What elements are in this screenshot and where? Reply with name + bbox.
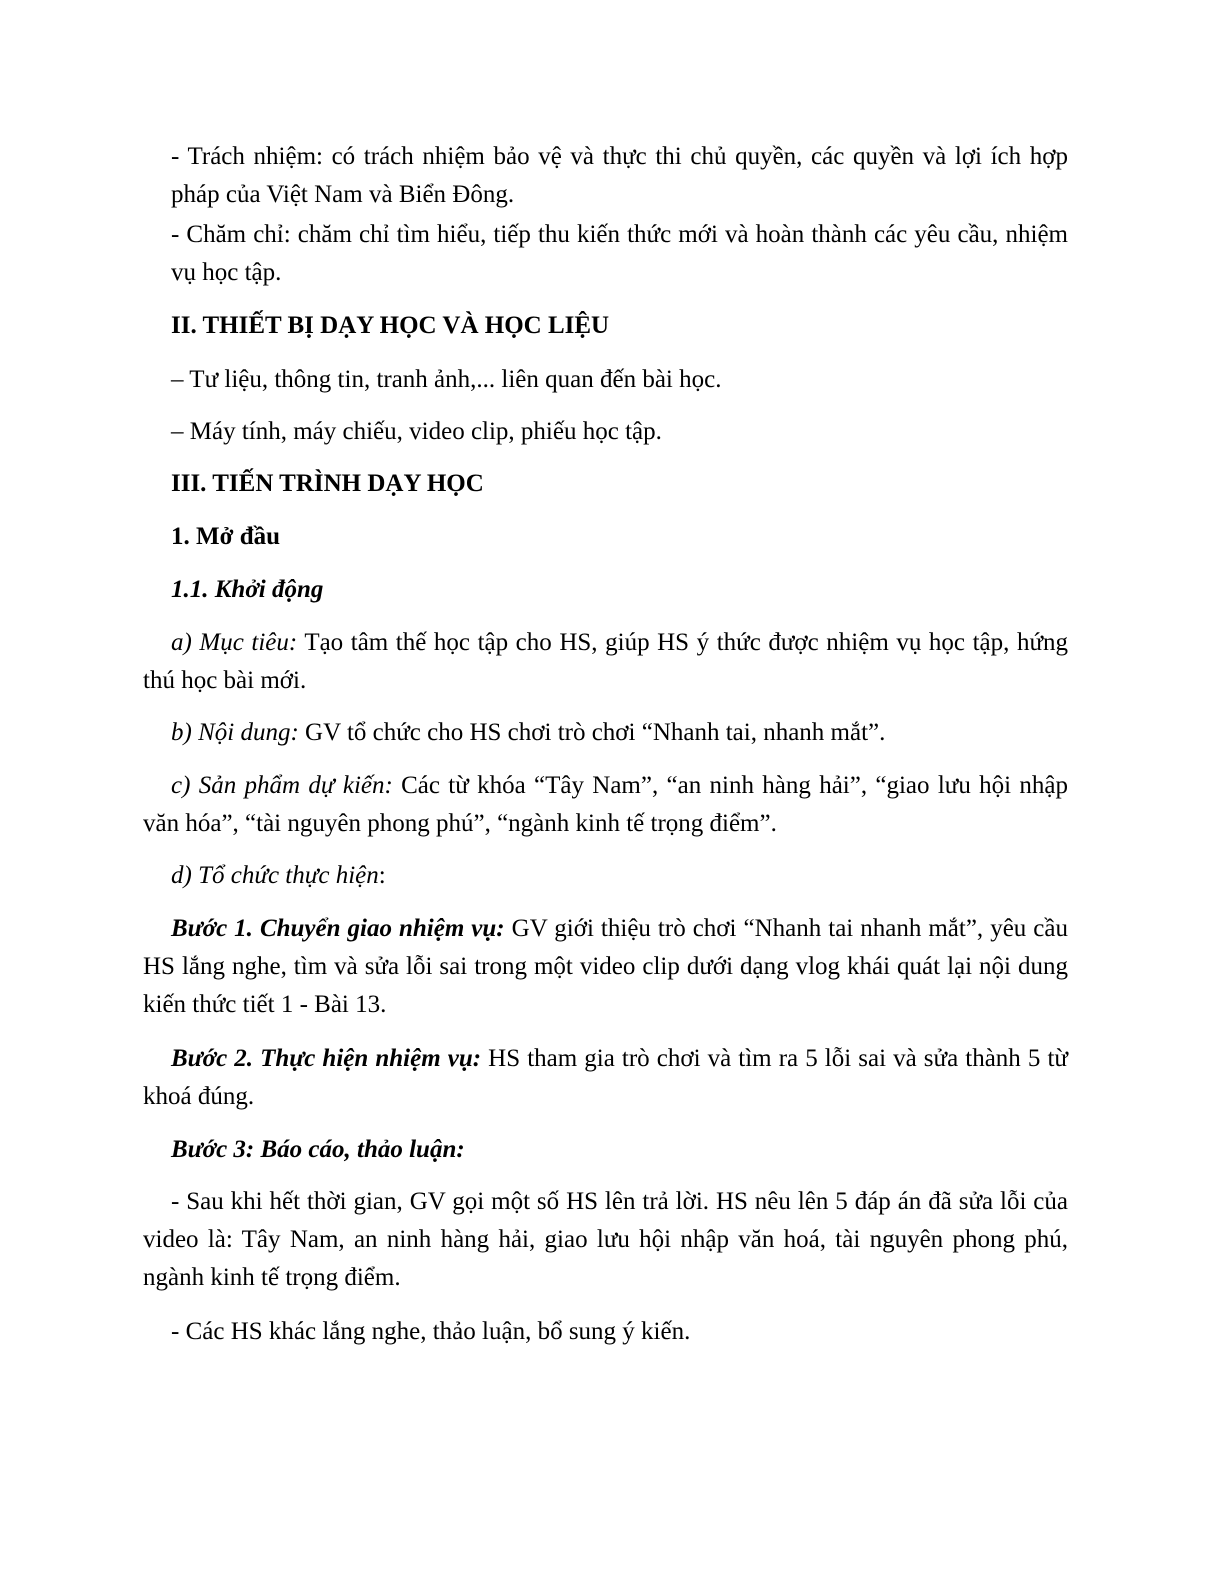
subheading-khoi-dong: 1.1. Khởi động [171, 576, 324, 603]
text-to-chuc: : [378, 862, 386, 889]
paragraph-trach-nhiem-text: - Trách nhiệm: có trách nhiệm bảo vệ và thực thi chủ quyền, các quyền và lợi ích hợp pháp của Việt Nam và Biển Đông. [171, 143, 1068, 208]
paragraph-muc-tieu [143, 624, 1068, 700]
text-san-pham: Các từ khóa “Tây Nam”, “an ninh hàng hải”, “giao lưu hội nhập văn hóa”, “tài nguyên phong phú”, “ngành kinh tế trọng điểm”. [143, 772, 1068, 837]
label-to-chuc: d) Tổ chức thực hiện [171, 862, 379, 889]
section-heading-tien-trinh: III. TIẾN TRÌNH DẠY HỌC [171, 470, 484, 497]
subheading-mo-dau: 1. Mở đầu [171, 523, 280, 550]
paragraph-buoc-1 [143, 910, 1068, 1024]
label-buoc-2: Bước 2. Thực hiện nhiệm vụ: [171, 1045, 482, 1072]
paragraph-trach-nhiem [143, 138, 1068, 214]
paragraph-thao-luan: - Các HS khác lắng nghe, thảo luận, bổ sung ý kiến. [171, 1318, 691, 1345]
paragraph-buoc-3 [143, 1131, 1068, 1169]
text-buoc-1: GV giới thiệu trò chơi “Nhanh tai nhanh mắt”, yêu cầu HS lắng nghe, tìm và sửa lỗi sai trong một video clip dưới dạng vlog khái quát lại nội dung kiến thức tiết 1 - Bài 13. [143, 915, 1068, 1018]
label-san-pham: c) Sản phẩm dự kiến: [171, 772, 393, 799]
paragraph-buoc-2 [143, 1040, 1068, 1116]
list-item-may-tinh: – Máy tính, máy chiếu, video clip, phiếu học tập. [171, 418, 662, 445]
section-heading-thiet-bi: II. THIẾT BỊ DẠY HỌC VÀ HỌC LIỆU [171, 312, 610, 339]
label-buoc-1: Bước 1. Chuyển giao nhiệm vụ: [171, 915, 505, 942]
text-muc-tieu: Tạo tâm thế học tập cho HS, giúp HS ý thức được nhiệm vụ học tập, hứng thú học bài mới. [143, 629, 1068, 694]
paragraph-to-chuc [143, 857, 1068, 895]
paragraph-noi-dung [143, 714, 1068, 752]
paragraph-san-pham [143, 767, 1068, 843]
paragraph-bao-cao: - Sau khi hết thời gian, GV gọi một số HS lên trả lời. HS nêu lên 5 đáp án đã sửa lỗi của video là: Tây Nam, an ninh hàng hải, giao lưu hội nhập văn hoá, tài nguyên phong phú, ngành kinh tế trọng điểm. [143, 1188, 1068, 1291]
label-buoc-3: Bước 3: Báo cáo, thảo luận: [171, 1136, 465, 1163]
paragraph-cham-chi-text: - Chăm chỉ: chăm chỉ tìm hiểu, tiếp thu kiến thức mới và hoàn thành các yêu cầu, nhiệm vụ học tập. [171, 221, 1068, 286]
list-item-tu-lieu: – Tư liệu, thông tin, tranh ảnh,... liên quan đến bài học. [171, 366, 722, 393]
label-noi-dung: b) Nội dung: [171, 719, 299, 746]
text-buoc-2: HS tham gia trò chơi và tìm ra 5 lỗi sai và sửa thành 5 từ khoá đúng. [143, 1045, 1068, 1110]
label-muc-tieu: a) Mục tiêu: [171, 629, 298, 656]
text-noi-dung: GV tổ chức cho HS chơi trò chơi “Nhanh tai, nhanh mắt”. [298, 719, 886, 746]
paragraph-cham-chi [143, 216, 1068, 292]
